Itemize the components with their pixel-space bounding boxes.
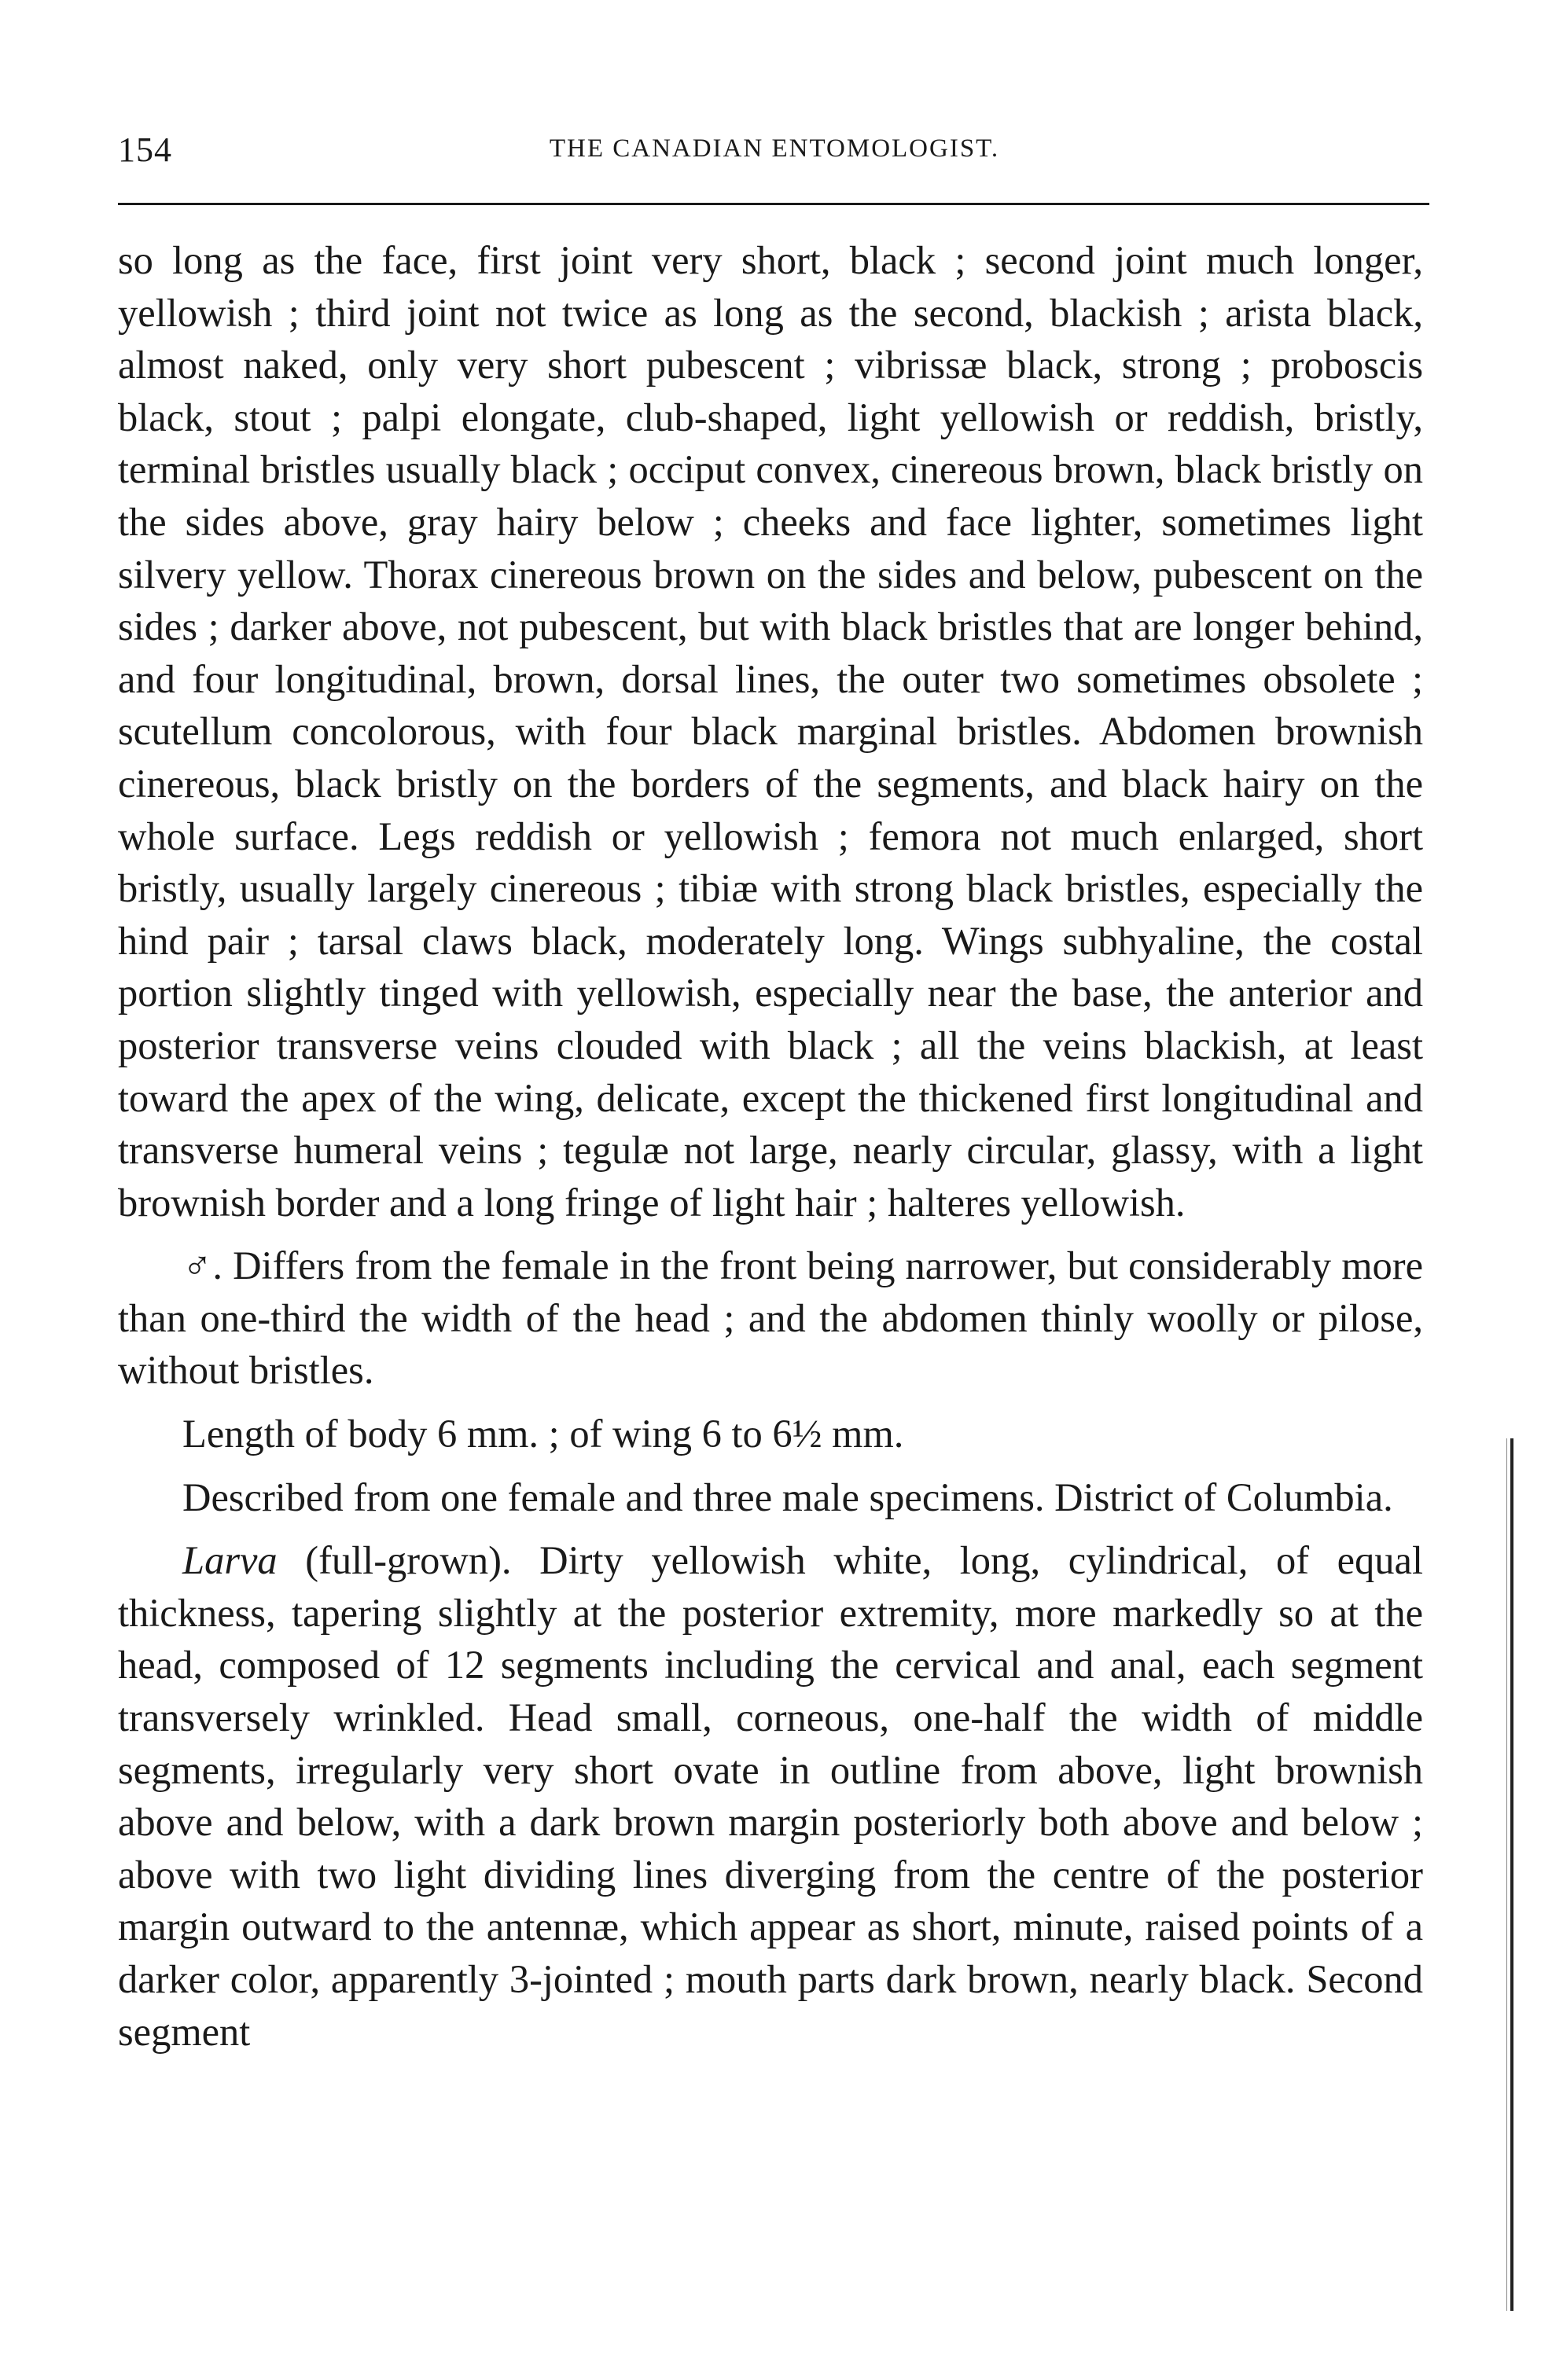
paragraph-description-continued: so long as the face, first joint very short, black ; second joint much longer, yellowish ; third joint not twice as long as the second, blackish ; arista black, almost naked, only very short pubescent ; vibrissæ black, strong ; proboscis black, stout ; palpi elongate, club-shaped, light yellowish or reddish, bristly, terminal bristles usually black ; occiput convex, cinereous brown, black bristly on the sides above, gray hairy below ; cheeks and face lighter, sometimes light silvery yellow. Thorax cinereous brown on the sides and below, pubescent on the sides ; darker above, not pubescent, but with black bristles that are longer behind, and four longitudinal, brown, dorsal lines, the outer two sometimes obsolete ; scutellum concolorous, with four black marginal bristles. Abdomen brownish cinereous, black bristly on the borders of the segments, and black hairy on the whole surface. Legs reddish or yellowish ; femora not much enlarged, short bristly, usually largely cinereous ; tibiæ with strong black bristles, especially the hind pair ; tarsal claws black, moderately long. Wings subhyaline, the costal portion slightly tinged with yellowish, especially near the base, the anterior and posterior transverse veins clouded with black ; all the veins blackish, at least toward the apex of the wing, delicate, except the thickened first longitudinal and transverse humeral veins ; tegulæ not large, nearly circular, glassy, with a light brownish border and a long fringe of light hair ; halteres yellowish. bbox=[118, 238, 1423, 1225]
header-rule bbox=[118, 203, 1429, 205]
paragraph-described-from: Described from one female and three male specimens. District of Columbia. bbox=[182, 1475, 1393, 1519]
male-symbol: ♂. bbox=[182, 1243, 223, 1288]
paragraph-larva-text: (full-grown). Dirty yellowish white, long, cylindrical, of equal thickness, tapering slightly at the posterior extremity, more markedly so at the head, composed of 12 segments including the cervical and anal, each segment transversely wrinkled. Head small, corneous, one-half the width of middle segments, irregularly very short ovate in outline from above, light brownish above and below, with a dark brown margin posteriorly both above and below ; above with two light dividing lines diverging from the centre of the posterior margin outward to the antennæ, which appear as short, minute, raised points of a darker color, apparently 3-jointed ; mouth parts dark brown, nearly black. Second segment bbox=[118, 1538, 1423, 2054]
scan-edge-line bbox=[1510, 1438, 1513, 2311]
page-number: 154 bbox=[118, 130, 172, 169]
paragraph-male bbox=[118, 1240, 1423, 1397]
larva-heading: Larva bbox=[182, 1538, 278, 1583]
scan-edge-shadow bbox=[1506, 1438, 1507, 2311]
running-head: THE CANADIAN ENTOMOLOGIST. bbox=[549, 134, 1000, 163]
paragraph-larva bbox=[118, 1534, 1423, 2058]
body-text bbox=[118, 234, 1423, 2058]
paragraph-male-text: Differs from the female in the front being narrower, but considerably more than one-third the width of the head ; and the abdomen thinly woolly or pilose, without bristles. bbox=[118, 1243, 1424, 1393]
paragraph-length: Length of body 6 mm. ; of wing 6 to 6½ mm. bbox=[182, 1412, 904, 1456]
page-header bbox=[118, 130, 1431, 177]
